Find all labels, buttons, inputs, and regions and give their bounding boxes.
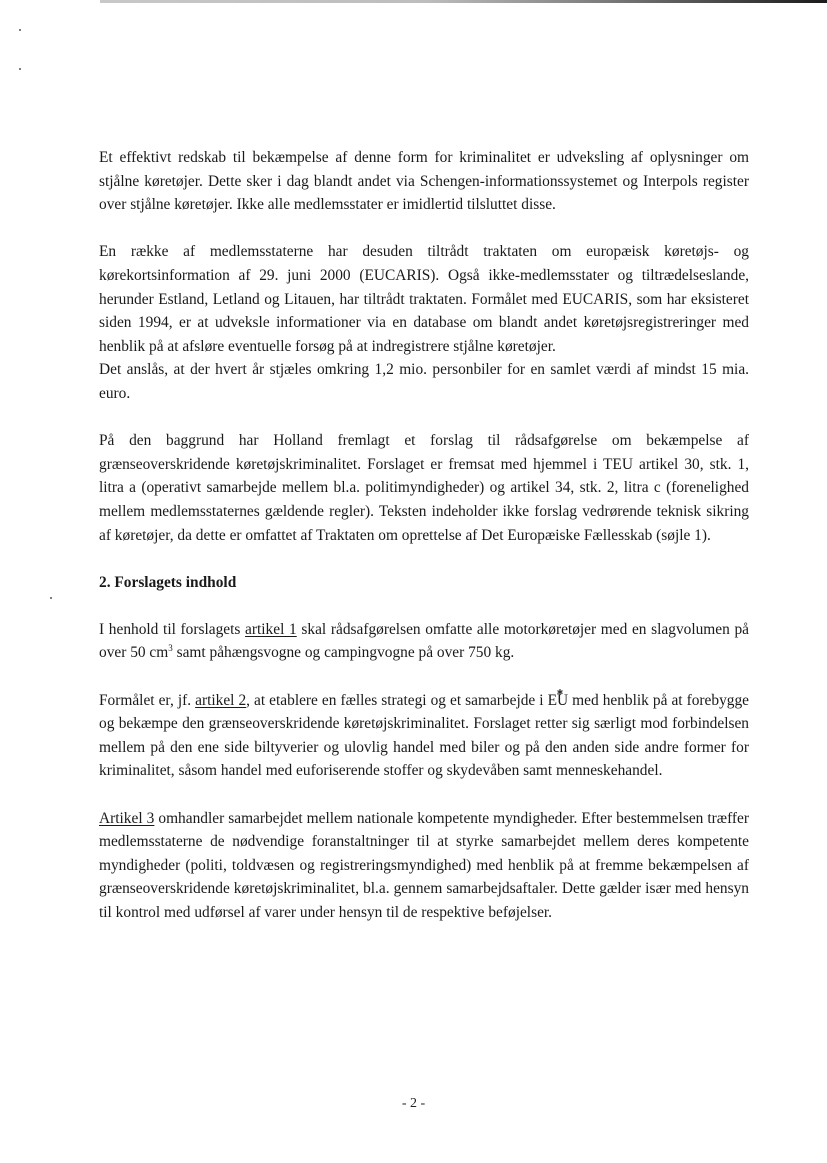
text-segment: med henblik på at forebygge og bekæmpe den grænseoverskridende køretøjskriminalitet. Forslaget retter sig særligt mod forbindelsen mellem på den ene side biltyverier og ulovlig handel med biler og på den anden side andre former for kriminalitet, såsom handel med euforiserende stoffer og skydevåben samt menneskehandel. [99,691,749,780]
text-segment: , at etablere en fælles strategi og et samarbejde i [246,691,548,709]
paragraph-article-1 [99,618,749,665]
article-2-reference: artikel 2 [195,691,247,709]
text-segment: Formålet er, jf. [99,691,196,709]
section-heading: 2. Forslagets indhold [99,573,237,591]
text-segment: I henhold til forslagets [99,620,246,638]
paragraph-article-3 [99,807,749,925]
scan-top-edge-line [100,0,827,3]
paragraph-article-2 [99,689,749,783]
article-3-reference: Artikel 3 [99,809,155,827]
text-segment: skal rådsafgørelsen omfatte alle motorkøretøjer med en slagvolumen på over 50 cm [99,620,750,662]
document-body [99,146,749,925]
superscript-3: 3 [168,643,173,654]
eu-footnote-mark: ✱ EU [548,692,569,709]
page-number: - 2 - [401,1096,426,1111]
paragraph-exchange-of-information: Et effektivt redskab til bekæmpelse af denne form for kriminalitet er udveksling af oplysninger om stjålne køretøjer. Dette sker i dag blandt andet via Schengen-informationssystemet og Interpols register over stjålne køretøjer. Ikke alle medlemsstater er imidlertid tilsluttet disse. [99,149,749,214]
text-segment: samt påhængsvogne og campingvogne på over 750 kg. [172,644,515,662]
scan-speck [19,29,21,31]
paragraph-dutch-proposal: På den baggrund har Holland fremlagt et forslag til rådsafgørelse om bekæmpelse af grænseoverskridende køretøjskriminalitet. Forslaget er fremsat med hjemmel i TEU artikel 30, stk. 1, litra a (operativt samarbejde mellem bl.a. politimyndigheder) og artikel 34, stk. 2, litra c (forenelighed mellem medlemsstaternes gældende regler). Teksten indeholder ikke forslag vedrørende teknisk sikring af køretøjer, da dette er omfattet af Traktaten om oprettelse af Det Europæiske Fællesskab (søjle 1). [99,432,749,544]
scan-speck [50,597,52,599]
paragraph-theft-estimate: Det anslås, at der hvert år stjæles omkring 1,2 mio. personbiler for en samlet værdi af mindst 15 mia. euro. [99,361,749,402]
text-segment: omhandler samarbejdet mellem nationale kompetente myndigheder. Efter bestemmelsen træffer medlemsstaterne de nødvendige foranstaltninger til at styrke samarbejdet mellem deres kompetente myndigheder (politi, toldvæsen og registreringsmyndighed) med henblik på at fremme bekæmpelsen af grænseoverskridende køretøjskriminalitet, bl.a. gennem samarbejdsaftaler. Dette gælder især med hensyn til kontrol med udførsel af varer under hensyn til de respektive beføjelser. [99,809,749,921]
scan-speck [19,68,21,70]
paragraph-eucaris: En række af medlemsstaterne har desuden tiltrådt traktaten om europæisk køretøjs- og kørekortsinformation af 29. juni 2000 (EUCARIS). Også ikke-medlemsstater og tiltrædelseslande, herunder Estland, Letland og Litauen, har tiltrådt traktaten. Formålet med EUCARIS, som har eksisteret siden 1994, er at udveksle informationer via en database om blandt andet køretøjsregistreringer med henblik på at afsløre eventuelle forsøg på at indregistrere stjålne køretøjer. [99,243,749,355]
article-1-reference: artikel 1 [245,620,297,638]
